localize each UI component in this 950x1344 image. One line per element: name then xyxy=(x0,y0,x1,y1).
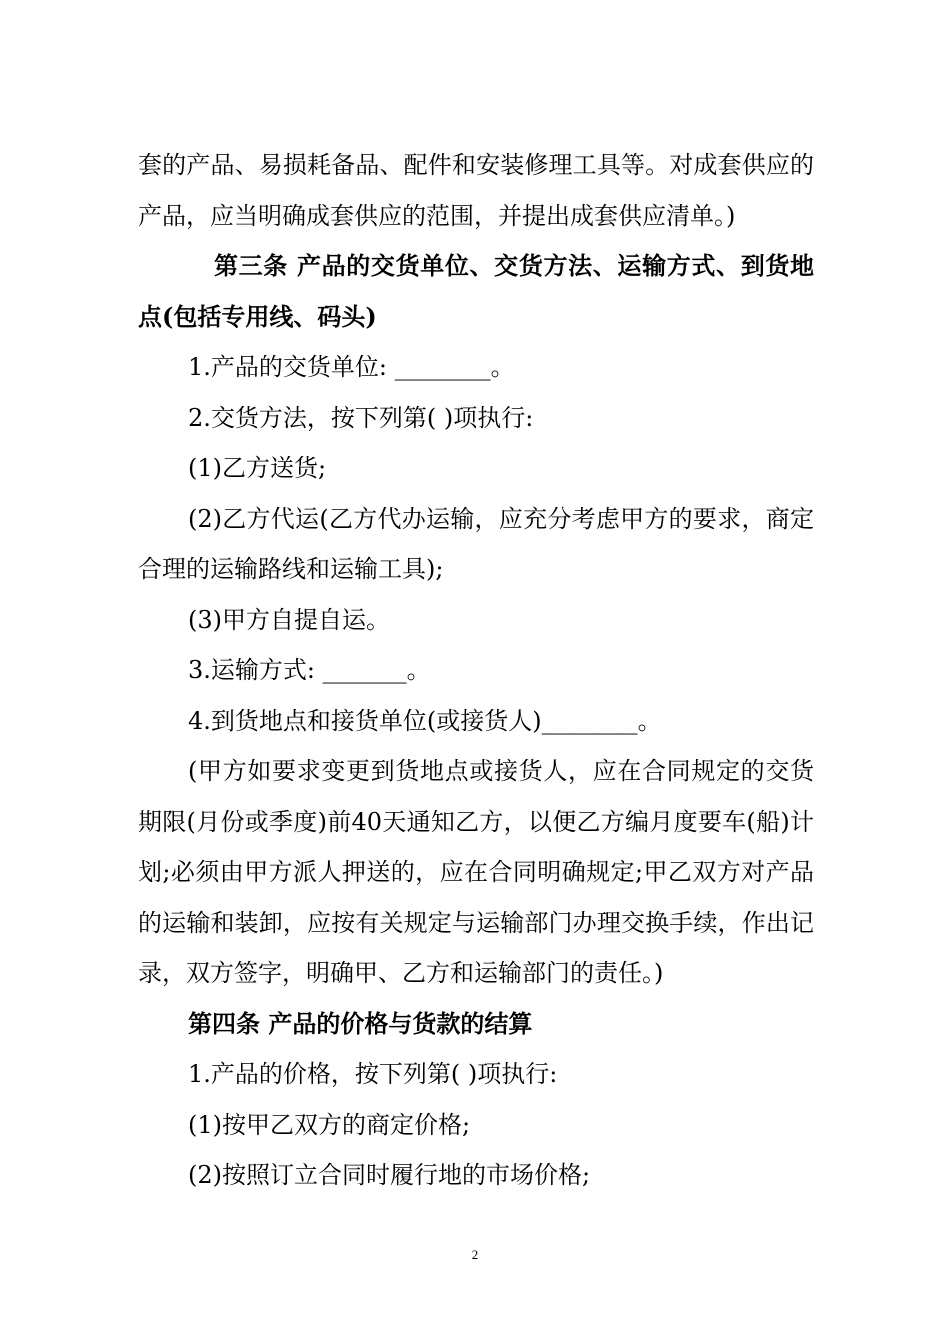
article-3-heading: 第三条 产品的交货单位、交货方法、运输方式、到货地点(包括专用线、码头) xyxy=(138,251,814,331)
price-option-1: (1)按甲乙双方的商定价格; xyxy=(188,1110,471,1139)
page-number: 2 xyxy=(471,1247,479,1262)
delivery-option-1: (1)乙方送货; xyxy=(188,454,327,482)
paragraph-continuation: 套的产品、易损耗备品、配件和安装修理工具等。对成套供应的产品，应当明确成套供应的范围，并提出成套供应清单。) xyxy=(138,151,814,230)
article-4-heading: 第四条 产品的价格与货款的结算 xyxy=(188,1008,533,1038)
change-notice-paragraph: (甲方如要求变更到货地点或接货人，应在合同规定的交货期限(月份或季度)前40天通知乙方，以便乙方编月度要车(船)计划;必须由甲方派人押送的，应在合同明确规定;甲乙双方对产品的运输和装卸，应按有关规定与运输部门办理交换手续，作出记录，双方签字，明确甲、乙方和运输部门的责任。) xyxy=(138,757,814,987)
price-item: 1.产品的价格，按下列第( )项执行: xyxy=(188,1060,558,1088)
document-body xyxy=(138,140,814,1201)
transport-mode-item: 3.运输方式: _______。 xyxy=(188,656,431,684)
price-option-2: (2)按照订立合同时履行地的市场价格; xyxy=(188,1161,591,1189)
delivery-option-3: (3)甲方自提自运。 xyxy=(188,605,390,634)
delivery-unit-item: 1.产品的交货单位: ________。 xyxy=(188,353,515,381)
delivery-method-item: 2.交货方法，按下列第( )项执行: xyxy=(188,403,534,432)
delivery-option-2: (2)乙方代运(乙方代办运输，应充分考虑甲方的要求，商定合理的运输路线和运输工具); xyxy=(138,504,814,583)
arrival-location-item: 4.到货地点和接货单位(或接货人)________。 xyxy=(188,706,662,735)
